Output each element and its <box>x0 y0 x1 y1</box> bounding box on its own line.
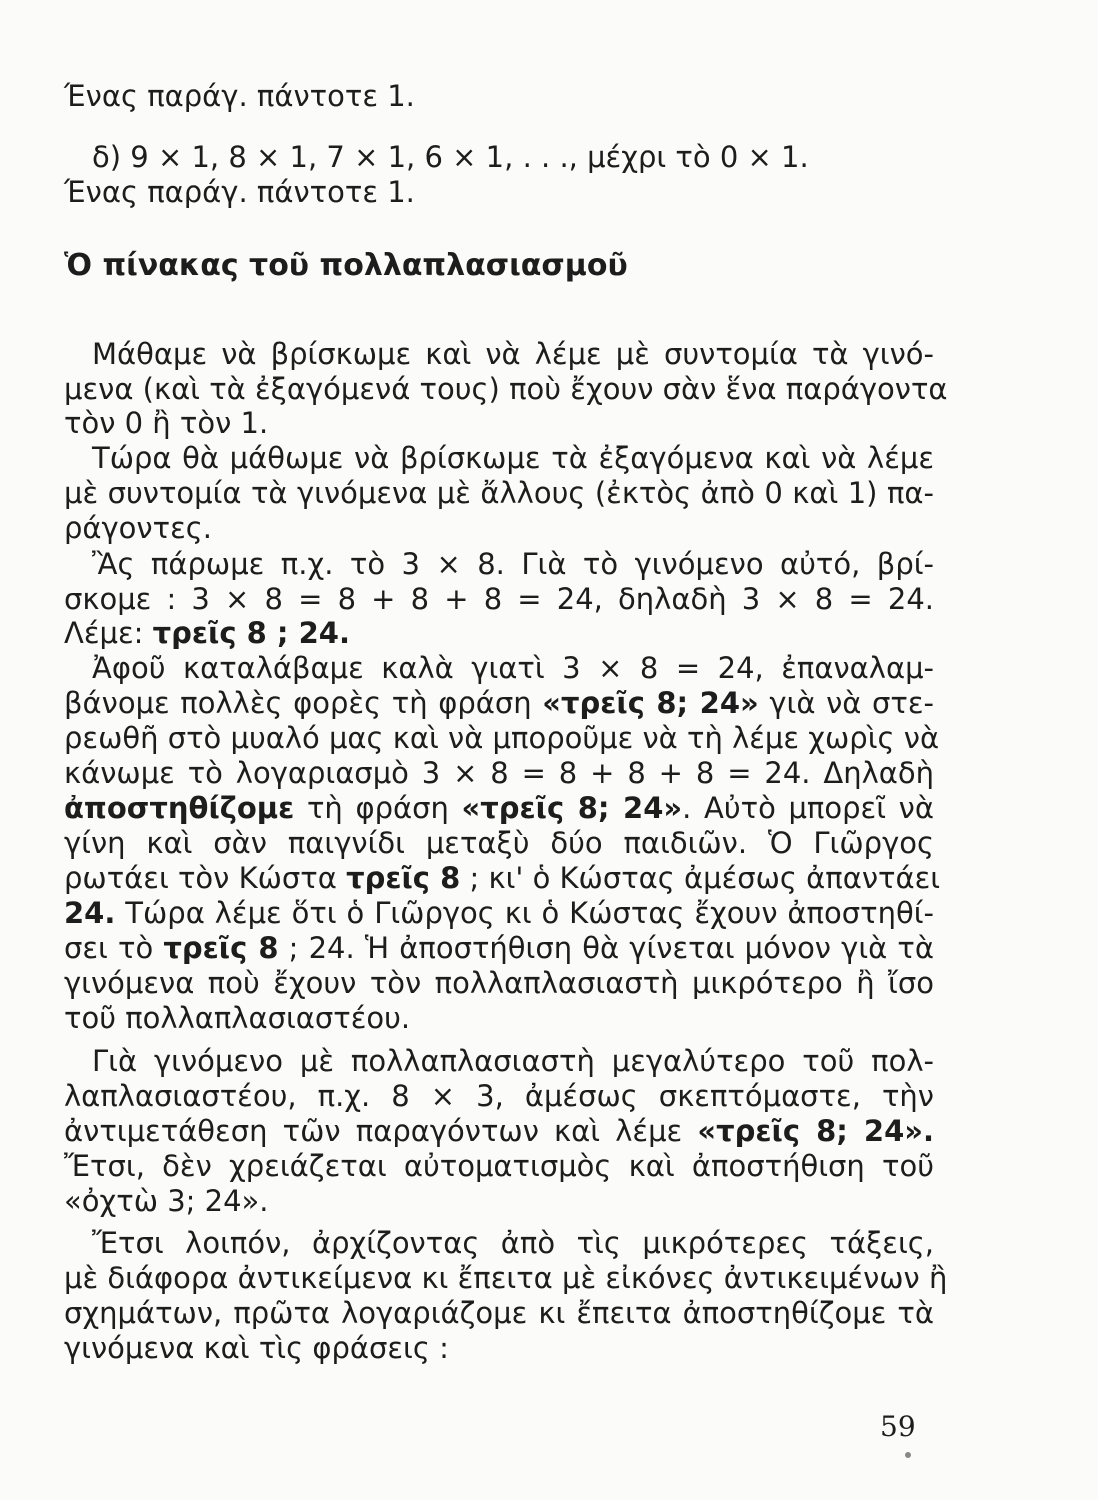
text-line-24: τοῦ πολλαπλασιαστέου. <box>64 1001 411 1035</box>
text-line-27: ἀντιμετάθεση τῶν παραγόντων καὶ λέμε «τρεῖς 8; 24». <box>64 1114 934 1148</box>
text-line-5: Μάθαμε νὰ βρίσκωμε καὶ νὰ λέμε μὲ συντομία τὰ γινό- <box>92 337 934 371</box>
text-line-22: σει τὸ τρεῖς 8 ; 24. Ἡ ἀποστήθιση θὰ γίνεται μόνον γιὰ τὰ <box>64 931 934 965</box>
ink-dot-mark <box>905 1452 911 1458</box>
text-line-29: «ὀχτὼ 3; 24». <box>64 1184 269 1218</box>
text-line-23: γινόμενα ποὺ ἔχουν τὸν πολλαπλασιαστὴ μικρότερο ἢ ἴσο <box>64 966 934 1000</box>
text-line-33: γινόμενα καὶ τὶς φράσεις : <box>64 1331 449 1365</box>
book-page <box>64 0 948 1500</box>
text-line-16: ρεωθῆ στὸ μυαλό μας καὶ νὰ μποροῦμε νὰ τὴ λέμε χωρὶς νὰ <box>64 721 940 755</box>
text-line-25: Γιὰ γινόμενο μὲ πολλαπλασιαστὴ μεγαλύτερο τοῦ πολ- <box>92 1044 934 1078</box>
text-line-13: Λέμε: τρεῖς 8 ; 24. <box>64 616 350 650</box>
text-line-21: 24. Τώρα λέμε ὅτι ὁ Γιῶργος κι ὁ Κώστας ἔχουν ἀποστηθί- <box>64 896 934 930</box>
section-heading: Ὁ πίνακας τοῦ πολλαπλασιασμοῦ <box>64 248 628 283</box>
text-line-12: σκομε : 3 × 8 = 8 + 8 + 8 = 24, δηλαδὴ 3 × 8 = 24. <box>64 582 934 616</box>
text-line-3: Ένας παράγ. πάντοτε 1. <box>64 175 415 209</box>
page-number: 59 <box>880 1410 916 1443</box>
text-line-32: σχημάτων, πρῶτα λογαριάζομε κι ἔπειτα ἀποστηθίζομε τὰ <box>64 1296 934 1330</box>
text-line-7: τὸν 0 ἢ τὸν 1. <box>64 406 269 440</box>
text-line-30: Ἔτσι λοιπόν, ἀρχίζοντας ἀπὸ τὶς μικρότερες τάξεις, <box>92 1226 934 1260</box>
text-line-20: ρωτάει τὸν Κώστα τρεῖς 8 ; κι' ὁ Κώστας ἀμέσως ἀπαντάει <box>64 861 941 895</box>
text-line-1: Ένας παράγ. πάντοτε 1. <box>64 79 415 113</box>
text-line-8: Τώρα θὰ μάθωμε νὰ βρίσκωμε τὰ ἐξαγόμενα καὶ νὰ λέμε <box>92 441 934 475</box>
text-line-26: λαπλασιαστέου, π.χ. 8 × 3, ἀμέσως σκεπτόμαστε, τὴν <box>64 1079 934 1113</box>
text-line-14: Ἀφοῦ καταλάβαμε καλὰ γιατὶ 3 × 8 = 24, ἐπαναλαμ- <box>92 651 934 685</box>
text-line-19: γίνη καὶ σὰν παιγνίδι μεταξὺ δύο παιδιῶν. Ὁ Γιῶργος <box>64 826 934 860</box>
text-line-28: Ἔτσι, δὲν χρειάζεται αὐτοματισμὸς καὶ ἀποστήθιση τοῦ <box>64 1149 934 1183</box>
text-line-18: ἀποστηθίζομε τὴ φράση «τρεῖς 8; 24». Αὐτὸ μπορεῖ νὰ <box>64 791 934 825</box>
text-line-15: βάνομε πολλὲς φορὲς τὴ φράση «τρεῖς 8; 24» γιὰ νὰ στε- <box>64 686 934 720</box>
text-line-17: κάνωμε τὸ λογαριασμὸ 3 × 8 = 8 + 8 + 8 = 24. Δηλαδὴ <box>64 756 934 790</box>
text-line-31: μὲ διάφορα ἀντικείμενα κι ἔπειτα μὲ εἰκόνες ἀντικειμένων ἢ <box>64 1261 948 1295</box>
text-line-10: ράγοντες. <box>64 511 213 545</box>
text-line-2: δ) 9 × 1, 8 × 1, 7 × 1, 6 × 1, . . ., μέχρι τὸ 0 × 1. <box>92 140 809 174</box>
text-line-11: Ἂς πάρωμε π.χ. τὸ 3 × 8. Γιὰ τὸ γινόμενο αὐτό, βρί- <box>92 547 934 581</box>
text-line-6: μενα (καὶ τὰ ἐξαγόμενά τους) ποὺ ἔχουν σὰν ἕνα παράγοντα <box>64 372 948 406</box>
text-line-9: μὲ συντομία τὰ γινόμενα μὲ ἄλλους (ἐκτὸς ἀπὸ 0 καὶ 1) πα- <box>64 476 934 510</box>
